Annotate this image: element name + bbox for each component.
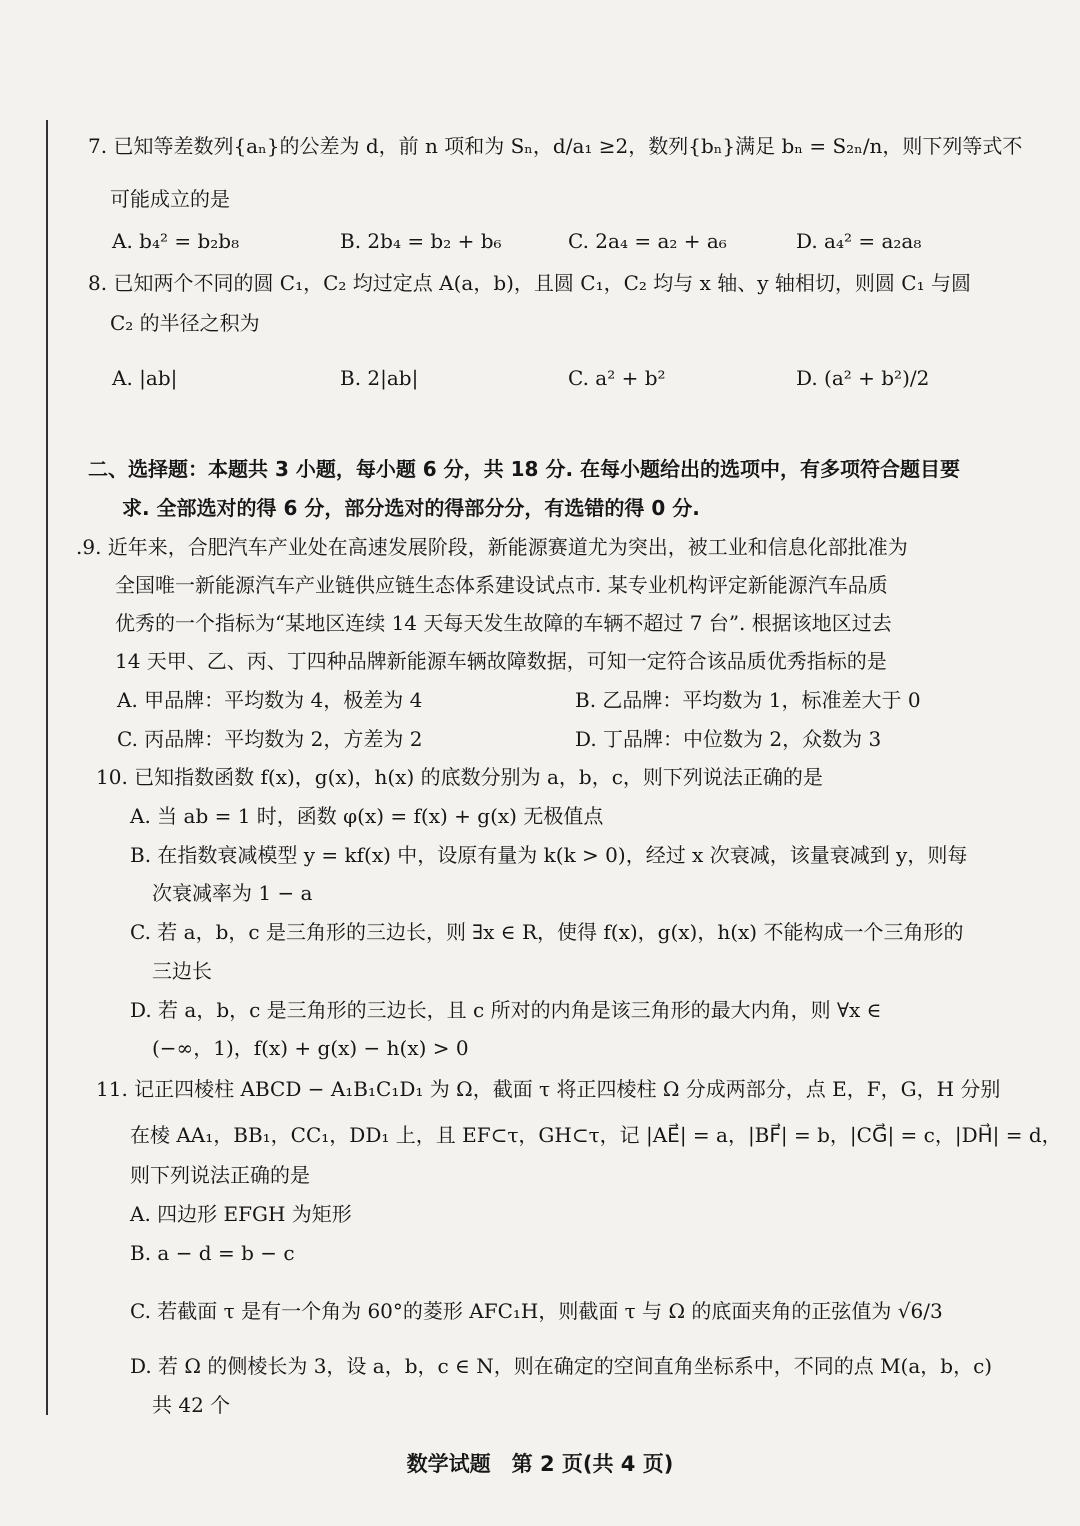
q9-option-d: D. 丁品牌：中位数为 2，众数为 3 bbox=[575, 727, 882, 751]
q10-option-b-line1: B. 在指数衰减模型 y = kf(x) 中，设原有量为 k(k > 0)，经过 x 次衰减，该量衰减到 y，则每 bbox=[130, 843, 968, 867]
q10-option-c-line2: 三边长 bbox=[152, 959, 212, 983]
q8-line2: C₂ 的半径之积为 bbox=[110, 311, 260, 335]
q9-line3: 优秀的一个指标为“某地区连续 14 天每天发生故障的车辆不超过 7 台”. 根据该地区过去 bbox=[115, 611, 892, 635]
q9-option-b: B. 乙品牌：平均数为 1，标准差大于 0 bbox=[575, 688, 921, 712]
q11-option-d-line1: D. 若 Ω 的侧棱长为 3，设 a，b，c ∈ N，则在确定的空间直角坐标系中，不同的点 M(a，b，c) bbox=[130, 1354, 993, 1378]
q7-line2: 可能成立的是 bbox=[110, 187, 230, 211]
q7-line1: 7. 已知等差数列{aₙ}的公差为 d，前 n 项和为 Sₙ，d/a₁ ≥2，数列{bₙ}满足 bₙ = S₂ₙ/n，则下列等式不 bbox=[88, 134, 1023, 158]
q9-line1: .9. 近年来，合肥汽车产业处在高速发展阶段，新能源赛道尤为突出，被工业和信息化部批准为 bbox=[76, 535, 908, 559]
q11-option-d-line2: 共 42 个 bbox=[152, 1393, 231, 1417]
q11-line3: 则下列说法正确的是 bbox=[130, 1163, 310, 1187]
q11-line2: 在棱 AA₁，BB₁，CC₁，DD₁ 上，且 EF⊂τ，GH⊂τ，记 |AE⃗| = a，|BF⃗| = b，|CG⃗| = c，|DH⃗| = d， bbox=[130, 1123, 1062, 1147]
q11-line1: 11. 记正四棱柱 ABCD − A₁B₁C₁D₁ 为 Ω，截面 τ 将正四棱柱 Ω 分成两部分，点 E，F，G，H 分别 bbox=[96, 1077, 1001, 1101]
q8-line1: 8. 已知两个不同的圆 C₁，C₂ 均过定点 A(a，b)，且圆 C₁，C₂ 均与 x 轴、y 轴相切，则圆 C₁ 与圆 bbox=[88, 271, 971, 295]
q10-option-d-line2: (−∞，1)，f(x) + g(x) − h(x) > 0 bbox=[152, 1036, 469, 1060]
q10-option-d-line1: D. 若 a，b，c 是三角形的三边长，且 c 所对的内角是该三角形的最大内角，则 ∀x ∈ bbox=[130, 998, 882, 1022]
section2-heading-line2: 求. 全部选对的得 6 分，部分选对的得部分分，有选错的得 0 分. bbox=[122, 496, 700, 520]
q8-option-d: D. (a² + b²)/2 bbox=[796, 366, 930, 390]
q9-line4: 14 天甲、乙、丙、丁四种品牌新能源车辆故障数据，可知一定符合该品质优秀指标的是 bbox=[115, 649, 887, 673]
q11-option-a: A. 四边形 EFGH 为矩形 bbox=[130, 1202, 352, 1226]
q7-option-d: D. a₄² = a₂a₈ bbox=[796, 229, 922, 253]
q8-option-b: B. 2|ab| bbox=[340, 366, 419, 390]
q10-option-a: A. 当 ab = 1 时，函数 φ(x) = f(x) + g(x) 无极值点 bbox=[130, 804, 604, 828]
section2-heading-line1: 二、选择题：本题共 3 小题，每小题 6 分，共 18 分. 在每小题给出的选项中，有多项符合题目要 bbox=[88, 457, 961, 481]
q7-option-b: B. 2b₄ = b₂ + b₆ bbox=[340, 229, 502, 253]
page-footer: 数学试题 第 2 页(共 4 页) bbox=[406, 1452, 674, 1476]
q9-option-c: C. 丙品牌：平均数为 2，方差为 2 bbox=[117, 727, 423, 751]
q8-option-a: A. |ab| bbox=[112, 366, 178, 390]
q7-option-c: C. 2a₄ = a₂ + a₆ bbox=[568, 229, 727, 253]
q8-option-c: C. a² + b² bbox=[568, 366, 666, 390]
q9-line2: 全国唯一新能源汽车产业链供应链生态体系建设试点市. 某专业机构评定新能源汽车品质 bbox=[115, 573, 888, 597]
q11-option-b: B. a − d = b − c bbox=[130, 1241, 295, 1265]
q10-option-c-line1: C. 若 a，b，c 是三角形的三边长，则 ∃x ∈ R，使得 f(x)，g(x)，h(x) 不能构成一个三角形的 bbox=[130, 920, 964, 944]
q9-option-a: A. 甲品牌：平均数为 4，极差为 4 bbox=[117, 688, 423, 712]
q7-option-a: A. b₄² = b₂b₈ bbox=[112, 229, 240, 253]
q10-option-b-line2: 次衰减率为 1 − a bbox=[152, 881, 313, 905]
binding-margin-line bbox=[46, 120, 48, 1415]
q10-stem: 10. 已知指数函数 f(x)，g(x)，h(x) 的底数分别为 a，b，c，则下列说法正确的是 bbox=[96, 765, 823, 789]
q11-option-c: C. 若截面 τ 是有一个角为 60°的菱形 AFC₁H，则截面 τ 与 Ω 的底面夹角的正弦值为 √6/3 bbox=[130, 1299, 943, 1323]
